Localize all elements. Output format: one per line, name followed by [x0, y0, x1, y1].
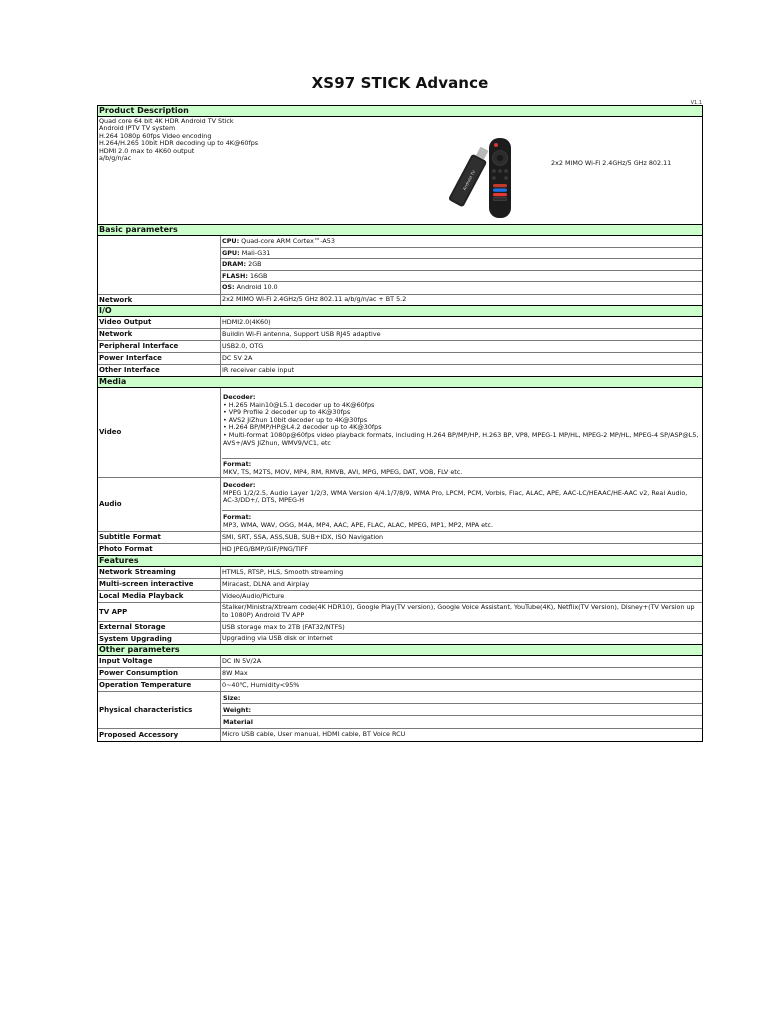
wifi-note: 2x2 MIMO Wi-Fi 2.4GHz/5 GHz 802.11	[551, 159, 672, 167]
description-line: a/b/g/n/ac	[99, 154, 132, 163]
other-power-row: Power Consumption 8W Max	[98, 668, 702, 680]
spec-os: OS: Android 10.0	[222, 283, 278, 292]
spec-flash: FLASH: 16GB	[221, 271, 702, 283]
description-lines	[99, 118, 258, 162]
description-line: H.264 1080p 60fps Video encoding	[99, 131, 212, 140]
io-row: Peripheral Interface USB2.0, OTG	[98, 341, 702, 353]
feature-row: Local Media Playback Video/Audio/Picture	[98, 591, 702, 603]
remote-control-image	[489, 138, 511, 218]
feature-row: Network Streaming HTML5, RTSP, HLS, Smooth streaming	[98, 567, 702, 579]
description-line: Quad core 64 bit 4K HDR Android TV Stick	[99, 117, 234, 125]
other-physical-row: Physical characteristics Size: Weight: Material	[98, 692, 702, 729]
other-temperature-row: Operation Temperature 0~40℃, Humidity<95%	[98, 680, 702, 692]
other-accessory-row: Proposed Accessory Micro USB cable, User manual, HDMI cable, BT Voice RCU	[99, 730, 406, 739]
feature-row: System Upgrading Upgrading via USB disk or internet	[98, 634, 702, 645]
feature-row: Multi-screen interactive Miracast, DLNA and Airplay	[98, 579, 702, 591]
basic-specs	[98, 236, 702, 295]
description-line: HDMI 2.0 max to 4K60 output	[99, 146, 195, 155]
description-line: Android IPTV TV system	[99, 124, 176, 133]
product-image	[438, 121, 538, 221]
tv-stick-image	[448, 145, 492, 208]
media-audio-row: Audio Decoder: MPEG 1/2/2.5, Audio Layer 1/2/3, WMA Version 4/4.1/7/8/9, WMA Pro, LPCM, PCM, Vorbis, Flac, ALAC, APE, AAC-LC/HEAAC/HE-AAC v2, Real Audio, AC-3/DD+/, DTS, MPEG-H Format: MP3, WMA, WAV, OGG, M4A, MP4, AAC, APE, FLAC, ALAC, MPEG, MP1, MP2, MPA etc.	[98, 478, 702, 532]
io-row: Other Interface IR receiver cable input	[98, 365, 702, 377]
section-other-parameters: Other parameters	[98, 645, 702, 656]
media-subtitle-row: Subtitle Format SMI, SRT, SSA, ASS,SUB, SUB+IDX, ISO Navigation	[98, 532, 702, 544]
document-title: XS97 STICK Advance	[311, 74, 489, 92]
product-description	[98, 117, 702, 225]
stick-logo-text: Android TV	[461, 169, 477, 192]
other-input-voltage-row: Input Voltage DC IN 5V/2A	[98, 656, 702, 668]
feature-row: TV APP Stalker/Ministra/Xtream code(4K HDR10), Google Play(TV version), Google Voice Assistant, YouTube(4K), Netflix(TV Version), Disney+(TV Version up to 1080P) Android TV APP	[98, 603, 702, 622]
section-features: Features	[98, 556, 702, 567]
spec-sheet	[97, 105, 703, 742]
io-row: Power Interface DC 5V 2A	[98, 353, 702, 365]
section-product-description: Product Description	[98, 106, 702, 117]
io-row: Video Output HDMI2.0(4K60)	[98, 317, 702, 329]
section-io: I/O	[98, 306, 702, 317]
media-photo-row: Photo Format HD JPEG/BMP/GIF/PNG/TIFF	[98, 544, 702, 556]
io-row: Network Buildin Wi-Fi antenna, Support USB RJ45 adaptive	[98, 329, 702, 341]
description-line: H.264/H.265 10bit HDR decoding up to 4K@60fps	[99, 139, 259, 148]
section-basic-parameters: Basic parameters	[98, 225, 702, 236]
feature-row: External Storage USB storage max to 2TB (FAT32/NTFS)	[98, 622, 702, 634]
spec-cpu: CPU: Quad-core ARM Cortex™-A53	[221, 236, 702, 248]
media-video-row: Video Decoder: • H.265 Main10@L5.1 decoder up to 4K@60fps • VP9 Profile 2 decoder up to 4K@30fps • AVS2 JiZhun 10bit decoder up to 4K@30fps • H.264 BP/MP/HP@L4.2 decoder up to 4K@30fps • Multi-format 1080p@60fps video playback formats, including H.264 BP/MP/HP, H.263 BP, VP8, MPEG-1 MP/HL, MPEG-2 MP/HL, MPEG-4 SP/ASP@L5, AVS+/AVS JiZhun, WMV9/VC1, etc Format: MKV, TS, M2TS, MOV, MP4, RM, RMVB, AVI, MPG, MPEG, DAT, VOB, FLV etc.	[98, 388, 702, 478]
section-media: Media	[98, 377, 702, 388]
basic-network-row: Network 2x2 MIMO Wi-Fi 2.4GHz/5 GHz 802.11 a/b/g/n/ac + BT 5.2	[98, 295, 702, 306]
spec-dram: DRAM: 2GB	[221, 259, 702, 271]
version-label: V1.1	[690, 100, 702, 106]
spec-gpu: GPU: Mali-G31	[221, 248, 702, 260]
